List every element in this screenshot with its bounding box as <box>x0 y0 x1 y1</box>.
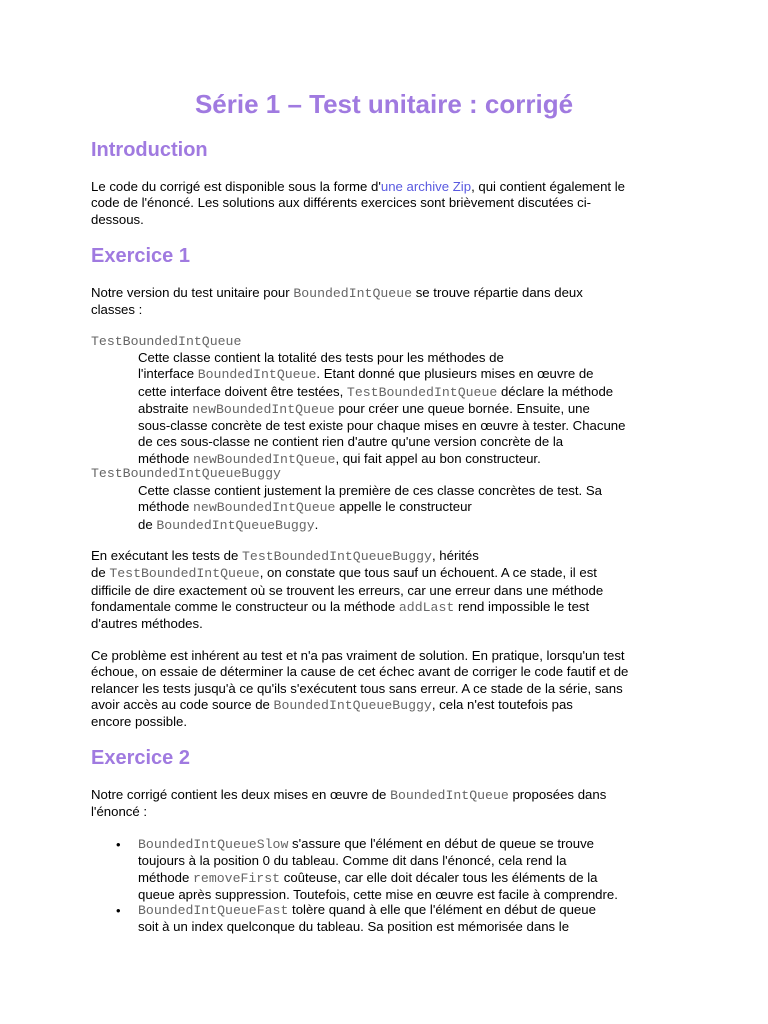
text: l'interface <box>138 366 198 382</box>
text: . <box>314 516 319 532</box>
code-term: newBoundedIntQueue <box>193 451 336 467</box>
code-term: BoundedIntQueueBuggy <box>156 517 315 533</box>
heading-introduction: Introduction <box>91 139 208 161</box>
text: queue après suppression. Toutefois, cette mise en œuvre est facile à comprendre. <box>138 886 618 902</box>
text: coûteuse, car elle doit décaler tous les éléments de la <box>280 869 598 885</box>
list-item <box>138 902 683 936</box>
code-term: TestBoundedIntQueue <box>346 384 498 400</box>
text: Notre corrigé contient les deux mises en œuvre de <box>91 787 391 802</box>
text: . Etant donné que plusieurs mises en œuvre de <box>316 366 594 382</box>
text: soit à un index quelconque du tableau. Sa position est mémorisée dans le <box>138 919 570 935</box>
text: échoue, on essaie de déterminer la cause de cet échec avant de corriger le code fautif et de <box>91 664 629 680</box>
text: Cette classe contient la totalité des tests pour les méthodes de <box>138 350 504 365</box>
text: de ces sous-classe ne contient rien d'autre qu'une version concrète de la <box>138 434 564 450</box>
intro-text: Le code du corrigé est disponible sous la forme d' <box>91 179 381 194</box>
text: Ce problème est inhérent au test et n'a pas vraiment de solution. En pratique, lorsqu'un test <box>91 648 625 663</box>
text: relancer les tests jusqu'à ce qu'ils s'exécutent tous sans erreur. A ce stade de la série, sans <box>91 680 623 696</box>
text: encore possible. <box>91 714 188 730</box>
definition-term: TestBoundedIntQueue <box>91 334 242 349</box>
ex1-paragraph-3 <box>91 648 681 730</box>
code-term: TestBoundedIntQueue <box>109 566 260 582</box>
text: d'autres méthodes. <box>91 616 203 632</box>
text: , hérités <box>431 548 479 563</box>
page-title: Série 1 – Test unitaire : corrigé <box>194 89 574 119</box>
text: sous-classe concrète de test existe pour chaque mises en œuvre à tester. Chacune <box>138 418 626 434</box>
code-term: TestBoundedIntQueueBuggy <box>242 549 432 564</box>
definition-term: TestBoundedIntQueueBuggy <box>91 466 281 481</box>
text: méthode <box>138 499 193 515</box>
text: avoir accès au code source de <box>91 696 274 712</box>
zip-archive-link[interactable]: une archive Zip <box>380 179 472 194</box>
text: de <box>138 516 157 532</box>
text: rend impossible le test <box>454 598 590 614</box>
intro-text: dessous. <box>91 211 144 227</box>
text: déclare la méthode <box>497 383 614 399</box>
text: méthode <box>138 450 193 466</box>
definition-description <box>138 483 683 534</box>
text: , cela n'est toutefois pas <box>431 696 573 712</box>
ex1-paragraph-2 <box>91 548 681 632</box>
code-term: BoundedIntQueue <box>197 367 317 383</box>
text: , qui fait appel au bon constructeur. <box>335 450 541 466</box>
text: Notre version du test unitaire pour <box>91 285 294 300</box>
intro-text: , qui contient également le <box>471 179 626 194</box>
intro-text: code de l'énoncé. Les solutions aux différents exercices sont brièvement discutées ci- <box>91 195 592 211</box>
text: difficile de dire exactement où se trouvent les erreurs, car une erreur dans une méthode <box>91 582 604 598</box>
code-term: BoundedIntQueue <box>390 788 509 803</box>
text: classes : <box>91 302 143 318</box>
text: s'assure que l'élément en début de queue se trouve <box>288 836 594 851</box>
text: pour créer une queue bornée. Ensuite, une <box>334 400 590 416</box>
bullet-icon: • <box>116 837 121 852</box>
heading-exercice-2: Exercice 2 <box>91 747 190 769</box>
code-term: BoundedIntQueueBuggy <box>273 697 432 713</box>
text: cette interface doivent être testées, <box>138 383 347 399</box>
bullet-icon: • <box>116 903 121 918</box>
definition-description <box>138 350 683 468</box>
text: fondamentale comme le constructeur ou la méthode <box>91 598 399 614</box>
text: tolère quand à elle que l'élément en début de queue <box>288 902 596 917</box>
code-term: removeFirst <box>193 870 281 886</box>
text: abstraite <box>138 400 193 416</box>
text: Cette classe contient justement la première de ces classe concrètes de test. Sa <box>138 483 602 498</box>
ex2-intro-paragraph <box>91 787 681 821</box>
text: méthode <box>138 869 193 885</box>
text: , on constate que tous sauf un échouent. A ce stade, il est <box>259 565 597 581</box>
code-term: BoundedIntQueue <box>293 286 413 301</box>
code-term: newBoundedIntQueue <box>192 401 335 417</box>
text: En exécutant les tests de <box>91 548 243 563</box>
text: l'énoncé : <box>91 804 148 820</box>
list-item <box>138 836 683 903</box>
text: proposées dans <box>508 787 607 802</box>
text: se trouve répartie dans deux <box>412 285 583 300</box>
ex1-intro-paragraph <box>91 285 681 319</box>
code-term: BoundedIntQueueFast <box>138 903 289 918</box>
code-term: BoundedIntQueueSlow <box>138 837 289 852</box>
heading-exercice-1: Exercice 1 <box>91 245 190 267</box>
code-term: addLast <box>398 599 455 615</box>
text: de <box>91 565 110 581</box>
code-term: newBoundedIntQueue <box>193 500 336 516</box>
text: appelle le constructeur <box>335 499 472 515</box>
intro-paragraph <box>91 179 681 228</box>
text: toujours à la position 0 du tableau. Comme dit dans l'énoncé, cela rend la <box>138 853 567 869</box>
